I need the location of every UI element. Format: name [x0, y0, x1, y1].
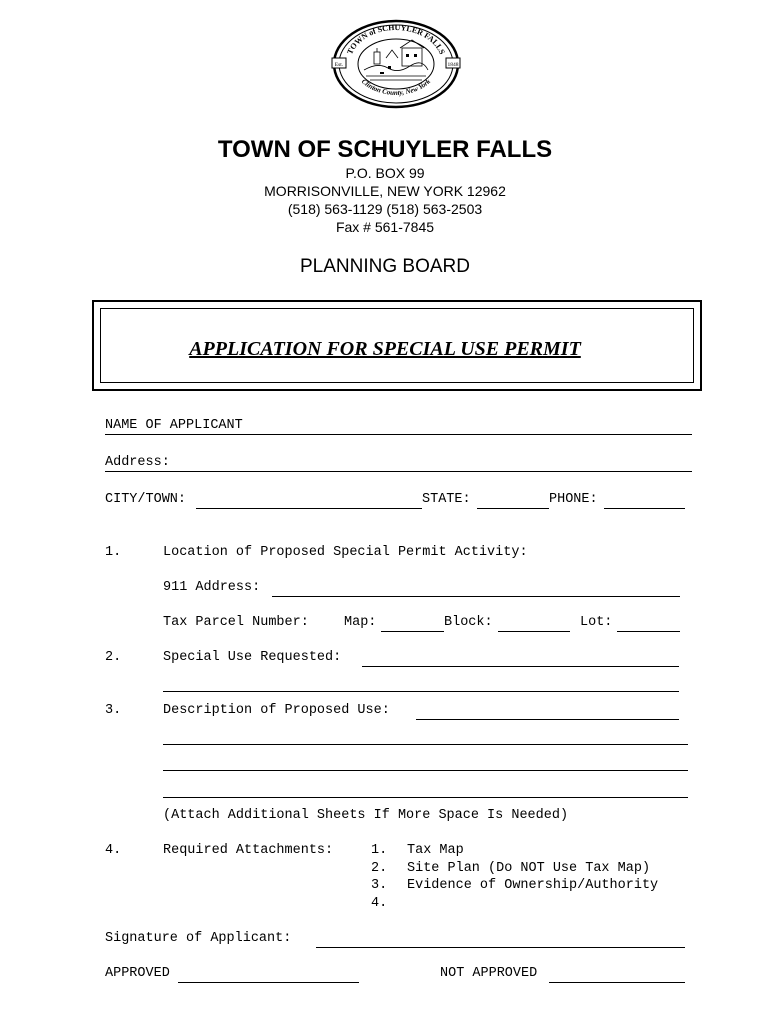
911-address-label: 911 Address:	[163, 580, 261, 595]
phone-field[interactable]	[604, 508, 685, 509]
address-field[interactable]	[105, 471, 692, 472]
signature-label: Signature of Applicant:	[105, 931, 292, 946]
po-box-line: P.O. BOX 99	[345, 165, 425, 181]
attachment-item-number: 2.	[371, 861, 388, 876]
city-state-zip-line: MORRISONVILLE, NEW YORK 12962	[264, 183, 506, 199]
911-address-field[interactable]	[272, 596, 680, 597]
additional-sheets-note: (Attach Additional Sheets If More Space Is Needed)	[163, 808, 569, 823]
attachment-item-text: Site Plan (Do NOT Use Tax Map)	[407, 861, 651, 876]
town-name-heading: TOWN OF SCHUYLER FALLS	[217, 136, 553, 163]
section-3-number: 3.	[105, 703, 122, 718]
town-seal-logo	[330, 18, 462, 110]
department-heading: PLANNING BOARD	[300, 256, 470, 277]
description-field-line-4[interactable]	[163, 797, 688, 798]
seal-right-badge: 1848	[447, 62, 459, 68]
tax-parcel-label: Tax Parcel Number:	[163, 615, 309, 630]
attachment-item-number: 3.	[371, 878, 388, 893]
description-field-line-2[interactable]	[163, 744, 688, 745]
section-4-heading: Required Attachments:	[163, 843, 334, 858]
special-use-field-line-2[interactable]	[163, 691, 679, 692]
lot-field[interactable]	[617, 631, 680, 632]
state-field[interactable]	[477, 508, 549, 509]
approved-label: APPROVED	[105, 966, 170, 981]
seal-top-text: TOWN of SCHUYLER FALLS	[345, 22, 447, 56]
section-4-number: 4.	[105, 843, 122, 858]
section-2-number: 2.	[105, 650, 122, 665]
attachment-item-text: Tax Map	[407, 843, 464, 858]
applicant-name-label: NAME OF APPLICANT	[105, 418, 243, 433]
attachment-item-number: 4.	[371, 896, 388, 911]
seal-landscape-drawing	[364, 40, 428, 80]
lot-label: Lot:	[580, 615, 613, 630]
section-2-heading: Special Use Requested:	[163, 650, 342, 665]
map-label: Map:	[344, 615, 377, 630]
map-field[interactable]	[381, 631, 444, 632]
block-label: Block:	[444, 615, 493, 630]
seal-left-badge: Est.	[334, 62, 344, 68]
phone-numbers-line: (518) 563-1129 (518) 563-2503	[287, 201, 483, 217]
special-use-field[interactable]	[362, 666, 679, 667]
city-town-label: CITY/TOWN:	[105, 492, 187, 507]
block-field[interactable]	[498, 631, 570, 632]
description-field-line-3[interactable]	[163, 770, 688, 771]
fax-line: Fax # 561-7845	[335, 219, 435, 235]
address-label: Address:	[105, 455, 170, 470]
not-approved-field[interactable]	[549, 982, 685, 983]
section-1-number: 1.	[105, 545, 122, 560]
phone-label: PHONE:	[549, 492, 598, 507]
state-label: STATE:	[422, 492, 471, 507]
form-title: APPLICATION FOR SPECIAL USE PERMIT	[189, 338, 581, 360]
applicant-name-field[interactable]	[105, 434, 692, 435]
attachment-item-number: 1.	[371, 843, 388, 858]
description-field[interactable]	[416, 719, 679, 720]
approved-field[interactable]	[178, 982, 359, 983]
section-1-heading: Location of Proposed Special Permit Activity:	[163, 545, 528, 560]
attachment-item-text: Evidence of Ownership/Authority	[407, 878, 659, 893]
seal-bottom-text: Clinton County, New York	[359, 77, 433, 97]
city-town-field[interactable]	[196, 508, 422, 509]
section-3-heading: Description of Proposed Use:	[163, 703, 390, 718]
not-approved-label: NOT APPROVED	[440, 966, 538, 981]
signature-field[interactable]	[316, 947, 685, 948]
